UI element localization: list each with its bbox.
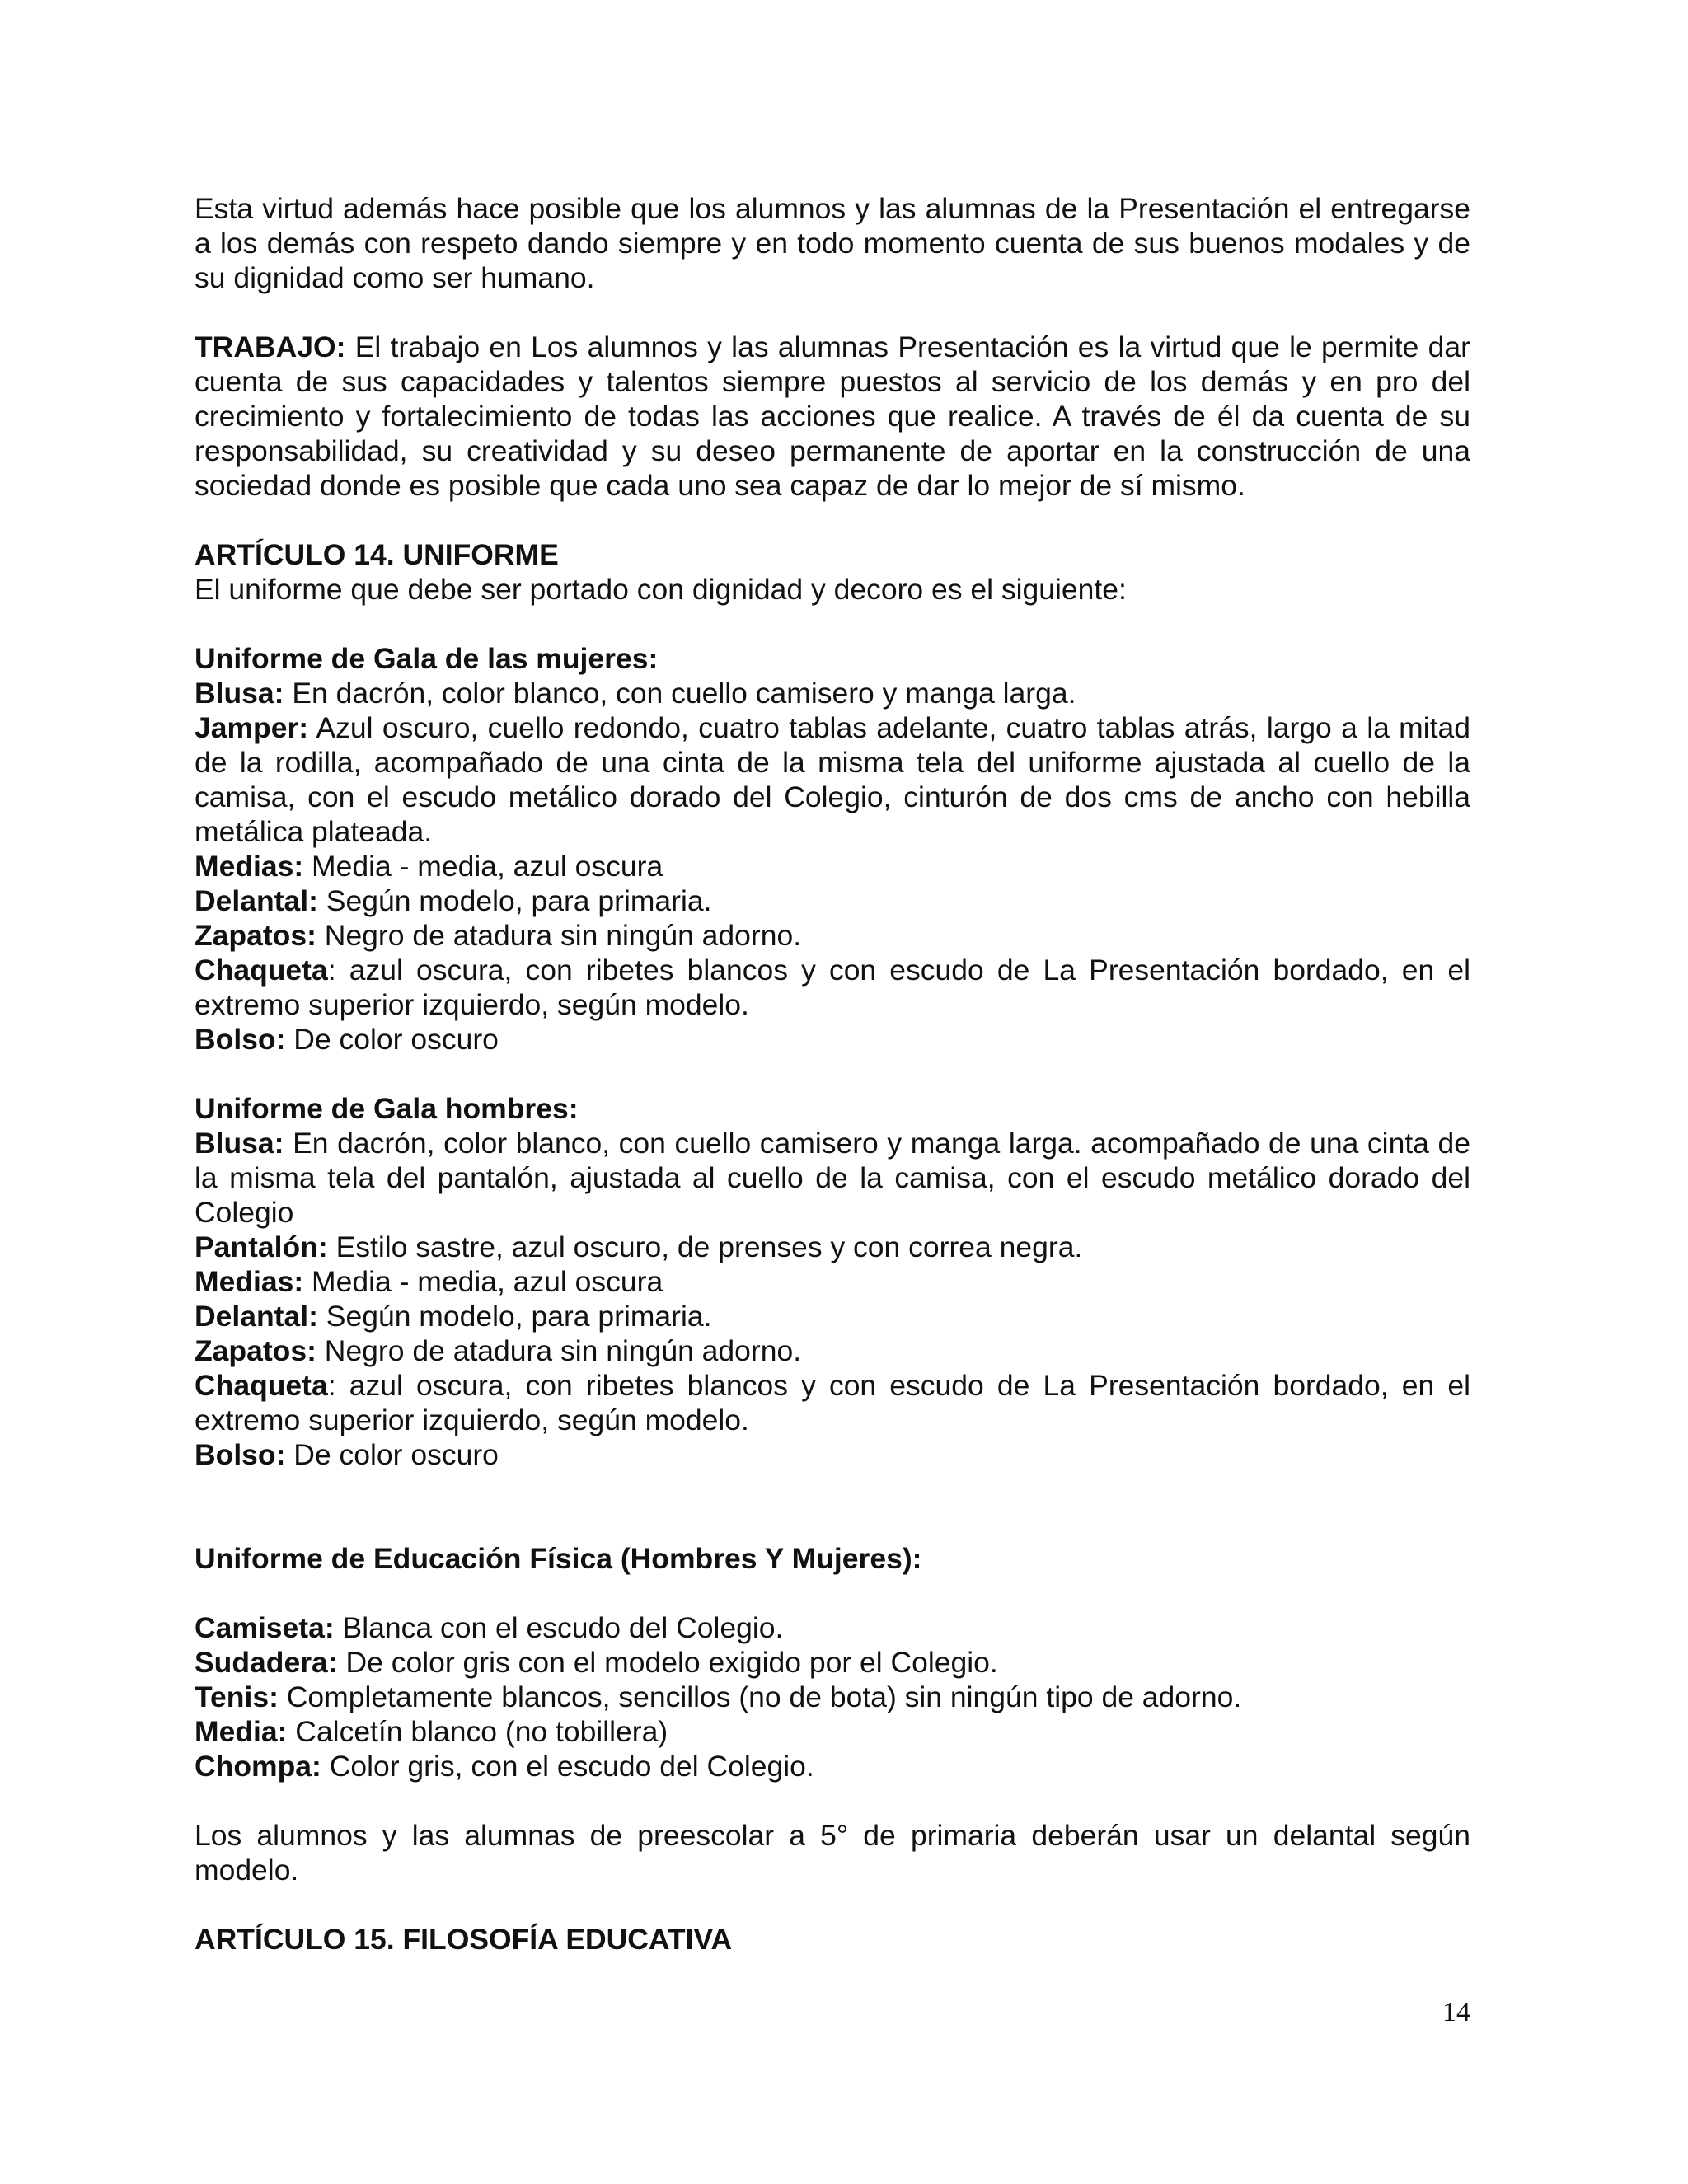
list-item: Bolso: De color oscuro (195, 1023, 499, 1056)
trabajo-label: TRABAJO: (195, 330, 346, 363)
page-number: 14 (1442, 1997, 1470, 2027)
article-14-intro: El uniforme que debe ser portado con dignidad y decoro es el siguiente: (195, 573, 1127, 606)
document-body (195, 191, 1470, 1957)
list-item: Chaqueta: azul oscura, con ribetes blancos y con escudo de La Presentación bordado, en el extremo superior izquierdo, según modelo. (195, 1369, 1470, 1436)
gala-hombres-heading: Uniforme de Gala hombres: (195, 1092, 579, 1125)
list-item: Media: Calcetín blanco (no tobillera) (195, 1715, 668, 1748)
list-item: Pantalón: Estilo sastre, azul oscuro, de prenses y con correa negra. (195, 1230, 1083, 1263)
list-item: Blusa: En dacrón, color blanco, con cuello camisero y manga larga. acompañado de una cinta de la misma tela del pantalón, ajustada al cuello de la camisa, con el escudo metálico dorado del Colegio (195, 1127, 1470, 1229)
article-14-heading: ARTÍCULO 14. UNIFORME (195, 538, 559, 571)
list-item: Zapatos: Negro de atadura sin ningún adorno. (195, 919, 802, 952)
list-item: Zapatos: Negro de atadura sin ningún adorno. (195, 1334, 802, 1367)
educacion-fisica-list (195, 1610, 1470, 1783)
gala-hombres-list (195, 1126, 1470, 1472)
educacion-fisica-heading: Uniforme de Educación Física (Hombres Y Mujeres): (195, 1542, 922, 1575)
list-item: Chaqueta: azul oscura, con ribetes blancos y con escudo de La Presentación bordado, en el extremo superior izquierdo, según modelo. (195, 954, 1470, 1021)
list-item: Tenis: Completamente blancos, sencillos (no de bota) sin ningún tipo de adorno. (195, 1680, 1242, 1713)
list-item: Sudadera: De color gris con el modelo exigido por el Colegio. (195, 1646, 998, 1679)
list-item: Delantal: Según modelo, para primaria. (195, 884, 712, 917)
gala-mujeres-list (195, 676, 1470, 1057)
list-item: Delantal: Según modelo, para primaria. (195, 1300, 712, 1333)
list-item: Medias: Media - media, azul oscura (195, 1265, 663, 1298)
list-item: Jamper: Azul oscuro, cuello redondo, cuatro tablas adelante, cuatro tablas atrás, largo a la mitad de la rodilla, acompañado de una cinta de la misma tela del uniforme ajustada al cuello de la camisa, con el escudo metálico dorado del Colegio, cinturón de dos cms de ancho con hebilla metálica plateada. (195, 711, 1470, 848)
trabajo-text: El trabajo en Los alumnos y las alumnas Presentación es la virtud que le permite dar cuenta de sus capacidades y talentos siempre puestos al servicio de los demás y en pro del crecimiento y fortalecimiento de todas las acciones que realice. A través de él da cuenta de su responsabilidad, su creatividad y su deseo permanente de aportar en la construcción de una sociedad donde es posible que cada uno sea capaz de dar lo mejor de sí mismo. (195, 330, 1470, 502)
list-item: Bolso: De color oscuro (195, 1438, 499, 1471)
gala-mujeres-heading: Uniforme de Gala de las mujeres: (195, 642, 659, 675)
list-item: Chompa: Color gris, con el escudo del Colegio. (195, 1750, 814, 1783)
list-item: Blusa: En dacrón, color blanco, con cuello camisero y manga larga. (195, 677, 1076, 710)
article-15-heading: ARTÍCULO 15. FILOSOFÍA EDUCATIVA (195, 1923, 733, 1956)
trabajo-paragraph (195, 330, 1470, 503)
list-item: Camiseta: Blanca con el escudo del Colegio. (195, 1611, 784, 1644)
intro-paragraph: Esta virtud además hace posible que los alumnos y las alumnas de la Presentación el entregarse a los demás con respeto dando siempre y en todo momento cuenta de sus buenos modales y de su dignidad como ser humano. (195, 192, 1470, 294)
delantal-note: Los alumnos y las alumnas de preescolar a 5° de primaria deberán usar un delantal según modelo. (195, 1819, 1470, 1886)
list-item: Medias: Media - media, azul oscura (195, 850, 663, 883)
